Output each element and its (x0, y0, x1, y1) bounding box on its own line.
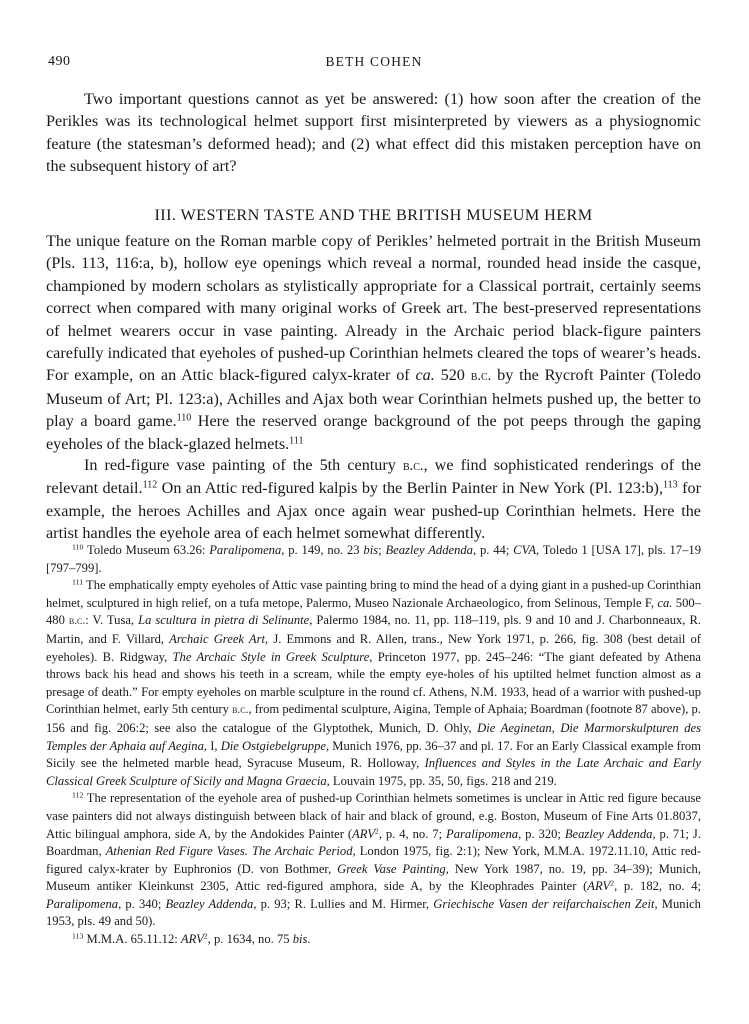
small-caps-run: b.c. (470, 368, 492, 385)
text-run: In red-figure vase painting of the 5th century (84, 456, 403, 474)
italic-run: bis (292, 932, 308, 947)
italic-run: Paralipomena (209, 543, 282, 557)
text-run: , p. 340; (118, 896, 166, 911)
footnote-ref-112[interactable]: 112 (142, 479, 158, 491)
text-run: The unique feature on the Roman marble copy of Perikles’ helmeted portrait in the British Museum (Pls. 113, 116:a, b), hollow eye openings which reveal a normal, rounded head inside the casque, championed by modern scholars as stylistically appropriate for a Classical portrait, certainly seems correct when compared with many original works of Greek art. The best-preserved representations of helmet wearers occur in vase painting. Already in the Archaic period black-figure painters carefully indicated that eyeholes of pushed-up Corinthian helmets cleared the tops of wearer’s heads. For example, on an Attic black-figured calyx-krater of (46, 232, 701, 385)
small-caps-run: b.c. (68, 615, 86, 628)
footnote-112 (46, 790, 701, 931)
text-run: , Louvain 1975, pp. 35, 50, figs. 218 and 219. (326, 773, 557, 788)
text-run: , p. 93; R. Lullies and M. Hirmer, (253, 896, 434, 911)
text-run: , p. 1634, no. 75 (207, 932, 293, 947)
running-head: BETH COHEN (325, 54, 423, 69)
italic-run: Die Aeginetan, Die Marmorskulpturen des Temples der Aphaia auf Aegina (46, 720, 701, 753)
footnote-113 (46, 931, 701, 949)
italic-run: The Archaic Style in Greek Sculpture (172, 649, 370, 664)
italic-run: Paralipomena (46, 896, 119, 911)
footnote-ref-113[interactable]: 113 (663, 479, 678, 491)
superscript: 2 (374, 826, 379, 836)
text-run: M.M.A. 65.11.12: (83, 932, 181, 947)
text-run: by the Rycroft Painter (Toledo Museum of Art; Pl. 123:a), Achilles and Ajax both wear Corinthian helmets pushed up, the better to play a board game. (46, 366, 702, 431)
italic-run: ARV (352, 826, 375, 841)
paragraph-red-figure (46, 454, 701, 545)
italic-run: Beazley Addenda (564, 826, 653, 841)
text-run: 500–480 (46, 595, 701, 628)
text-run: ; (378, 543, 386, 557)
text-run: , p. 182, no. 4; (614, 879, 701, 894)
footnotes (46, 542, 701, 949)
text-run: , p. 71; J. Boardman, (46, 826, 701, 859)
text-run: Here the reserved orange background of the pot peeps through the gaping eyeholes of the black-glazed helmets. (46, 412, 702, 453)
italic-run: La scultura in pietra di Selinunte (138, 613, 310, 628)
italic-run: Influences and Styles in the Late Archaic and Early Classical Greek Sculpture of Sicily and Magna Graecia (46, 756, 701, 788)
text-run: 520 (434, 366, 471, 385)
footnote-number: 113 (72, 931, 84, 941)
text-run: , New York 1987, no. 19, pp. 34–39); Munich, Museum antiker Kleinkunst 2305, Attic red-figured amphora, side A, by the Kleophrades Painter ( (46, 861, 701, 894)
italic-run: bis (363, 543, 379, 557)
italic-run: Archaic Greek Art (169, 631, 266, 646)
page-header (48, 54, 700, 74)
text-run: The emphatically empty eyeholes of Attic vase painting bring to mind the head of a dying giant in a pushed-up Corinthian helmet, sculptured in high relief, on a tufa metope, Palermo, Museo Nazionale Archaeologico, from Selinous, Temple F, (46, 578, 701, 610)
small-caps-run: b.c. (232, 704, 249, 717)
italic-run: Beazley Addenda (165, 896, 254, 911)
small-caps-run: b.c. (402, 458, 424, 474)
text-run: , we find sophisticated renderings of the relevant detail. (46, 456, 701, 498)
text-run: , from pedimental sculpture, Aigina, Temple of Aphaia; Boardman (footnote 87 above), p. 156 and fig. 206:2; see also the catalogue of the Glyptothek, Munich, D. Ohly, (46, 702, 701, 735)
paragraph-helmet-eyeholes (46, 230, 701, 455)
footnote-110 (46, 542, 701, 577)
text-run: On an Attic red-figured kalpis by the Berlin Painter in New York (Pl. 123:b), (157, 479, 663, 498)
text-run: . (307, 932, 311, 947)
italic-run: ARV (180, 932, 204, 947)
text-run: , Toledo 1 [USA 17], pls. 17–19 [797–799]. (46, 543, 701, 575)
footnote-ref-110[interactable]: 110 (176, 412, 192, 424)
text-run: , p. 4, no. 7; (378, 826, 447, 841)
italic-run: Beazley Addenda (385, 543, 473, 557)
text-run: , p. 149, no. 23 (281, 543, 364, 557)
text-run: for example, the heroes Achilles and Ajax once again wear pushed-up Corinthian helmets. Here the artist handles the eyehole area of each helmet somewhat differently. (46, 479, 701, 543)
italic-run: ARV (587, 879, 611, 894)
italic-run: Greek Vase Painting (337, 861, 446, 876)
paragraph-open-questions: Two important questions cannot as yet be answered: (1) how soon after the creation of the Perikles was its technological helmet support first misinterpreted by viewers as a physiognomic feature (the statesman’s deformed head); and (2) what effect did this mistaken perception have on the subsequent history of art? (46, 90, 701, 176)
page-number: 490 (48, 54, 71, 69)
italic-run: Die Ostgiebelgruppe (220, 738, 326, 753)
text-run: , London 1975, fig. 2:1); New York, M.M.A. 1972.11.10, Attic red-figured calyx-krater by Euphronios (D. von Bothmer, (46, 844, 702, 876)
footnote-111 (46, 577, 701, 790)
footnote-number: 110 (72, 542, 84, 552)
text-run: , Palermo 1984, no. 11, pp. 118–119, pls. 9 and 10 and J. Charbonneaux, R. Martin, and F. Villard, (46, 613, 701, 646)
italic-run: ca. (415, 366, 435, 385)
section-heading: III. WESTERN TASTE AND THE BRITISH MUSEUM HERM (154, 206, 593, 224)
italic-run: Paralipomena (446, 826, 519, 841)
text-run: The representation of the eyehole area of pushed-up Corinthian helmets sometimes is unclear in Attic red figure because vase painters did not always distinguish between black of hair and black of ground, e.g. Boston, Museum of Fine Arts 01.8037, Attic bilingual amphora, side A, by the Andokides Painter ( (46, 791, 701, 841)
text-run: , J. Emmons and R. Allen, trans., New York 1971, p. 266, fig. 308 (best detail of eyeholes). B. Ridgway, (46, 631, 701, 664)
text-run: : V. Tusa, (85, 613, 139, 628)
text-run: Toledo Museum 63.26: (83, 543, 210, 557)
footnote-number: 111 (72, 577, 84, 587)
text-run: , Munich 1976, pp. 36–37 and pl. 17. For an Early Classical example from Sicily see the helmeted marble head, Syracuse Museum, R. Holloway, (46, 738, 701, 771)
italic-run: CVA (513, 543, 537, 557)
superscript: 2 (203, 931, 208, 941)
italic-run: Athenian Red Figure Vases. The Archaic Period (105, 844, 353, 859)
text-run: , Princeton 1977, pp. 245–246: “The giant defeated by Athena throws back his head and shows his teeth in a scream, while the empty eye-holes of his uptilted helmet function almost as a presage of death.” For empty eyeholes on marble sculpture in the round cf. Athens, N.M. 1933, head of a warrior with pushed-up Corinthian helmet, early 5th century (46, 649, 701, 717)
italic-run: ca. (657, 595, 673, 610)
text-run: , p. 320; (518, 826, 565, 841)
footnote-number: 112 (72, 791, 84, 801)
superscript: 2 (610, 879, 615, 888)
italic-run: Griechische Vasen der reifarchaischen Zeit (433, 896, 655, 911)
text-run: , I, (203, 738, 221, 753)
footnote-ref-111[interactable]: 111 (289, 435, 304, 447)
text-run: , Munich 1953, pls. 49 and 50). (46, 896, 701, 929)
text-run: , p. 44; (472, 543, 514, 557)
